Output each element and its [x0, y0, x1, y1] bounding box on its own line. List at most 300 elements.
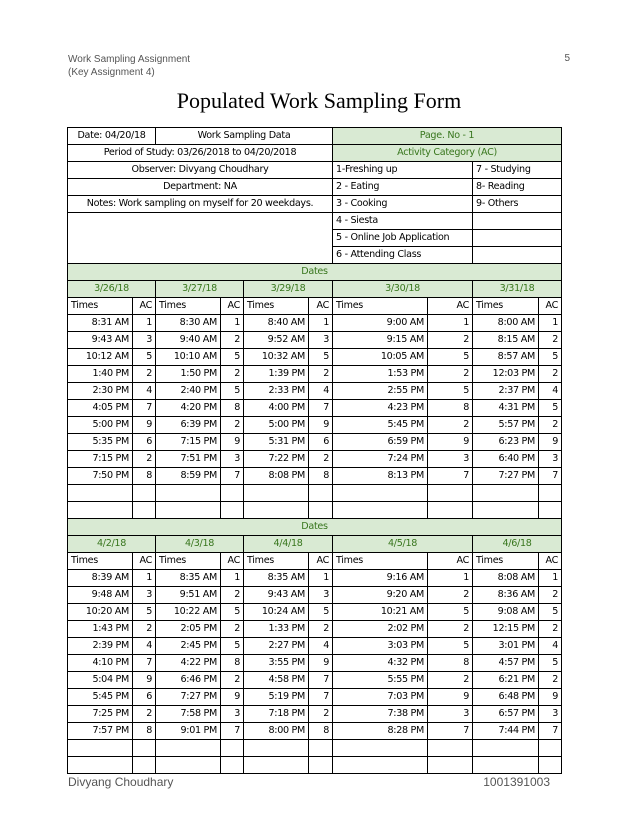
table-row — [68, 332, 562, 349]
empty-cell — [333, 502, 428, 519]
ac-cell: 5 — [309, 604, 333, 621]
time-cell: 8:59 PM — [156, 468, 221, 485]
time-cell: 8:35 AM — [156, 570, 221, 587]
empty-cell — [68, 502, 133, 519]
table-row — [68, 400, 562, 417]
category-cell: 7 - Studying — [473, 162, 562, 179]
time-cell: 5:35 PM — [68, 434, 133, 451]
ac-cell: 7 — [428, 723, 473, 740]
time-cell: 9:43 AM — [68, 332, 133, 349]
ac-header: AC — [133, 553, 156, 570]
ac-cell: 4 — [539, 383, 562, 400]
ac-cell: 5 — [539, 349, 562, 366]
ac-cell: 2 — [133, 366, 156, 383]
blank-row — [68, 757, 562, 774]
ac-cell: 1 — [309, 315, 333, 332]
time-cell: 8:28 PM — [333, 723, 428, 740]
category-cell: 8- Reading — [473, 179, 562, 196]
time-cell: 6:46 PM — [156, 672, 221, 689]
ac-cell: 2 — [539, 587, 562, 604]
empty-cell — [156, 502, 221, 519]
date-cell: Date: 04/20/18 — [68, 128, 156, 145]
time-cell: 2:30 PM — [68, 383, 133, 400]
ac-cell: 2 — [539, 366, 562, 383]
empty-cell — [221, 502, 244, 519]
ac-cell: 5 — [428, 383, 473, 400]
ac-cell: 3 — [428, 706, 473, 723]
ac-cell: 9 — [539, 689, 562, 706]
ac-cell: 1 — [221, 315, 244, 332]
time-cell: 2:02 PM — [333, 621, 428, 638]
ac-cell: 4 — [133, 383, 156, 400]
time-cell: 8:15 AM — [473, 332, 539, 349]
time-cell: 2:27 PM — [244, 638, 309, 655]
ac-cell: 4 — [309, 383, 333, 400]
time-cell: 10:20 AM — [68, 604, 133, 621]
times-header: Times — [473, 553, 539, 570]
ac-cell: 2 — [221, 366, 244, 383]
times-header: Times — [333, 298, 428, 315]
ac-cell: 7 — [133, 400, 156, 417]
empty-cell — [133, 757, 156, 774]
ac-cell: 5 — [133, 349, 156, 366]
info-row — [68, 196, 562, 213]
notes-cell: Notes: Work sampling on myself for 20 weekdays. — [68, 196, 333, 213]
time-cell: 1:40 PM — [68, 366, 133, 383]
ac-header: AC — [539, 298, 562, 315]
ac-cell: 3 — [133, 587, 156, 604]
time-cell: 7:27 PM — [473, 468, 539, 485]
ac-cell: 7 — [133, 655, 156, 672]
ac-cell: 8 — [221, 400, 244, 417]
dates-banner: Dates — [68, 519, 562, 536]
time-cell: 6:39 PM — [156, 417, 221, 434]
ac-cell: 2 — [221, 332, 244, 349]
time-cell: 3:55 PM — [244, 655, 309, 672]
time-cell: 9:40 AM — [156, 332, 221, 349]
time-cell: 7:15 PM — [68, 451, 133, 468]
time-cell: 10:12 AM — [68, 349, 133, 366]
time-cell: 10:24 AM — [244, 604, 309, 621]
info-row — [68, 128, 562, 145]
empty-cell — [333, 740, 428, 757]
ac-header: AC — [428, 553, 473, 570]
empty-cell — [244, 502, 309, 519]
empty-cell — [473, 213, 562, 230]
ac-cell: 9 — [221, 434, 244, 451]
date-header: 4/3/18 — [156, 536, 244, 553]
empty-cell — [133, 740, 156, 757]
ac-cell: 7 — [428, 468, 473, 485]
time-cell: 9:15 AM — [333, 332, 428, 349]
empty-cell — [133, 485, 156, 502]
ac-cell: 8 — [309, 468, 333, 485]
ac-cell: 9 — [428, 434, 473, 451]
time-cell: 10:32 AM — [244, 349, 309, 366]
empty-cell — [473, 502, 539, 519]
ac-header: AC — [309, 553, 333, 570]
ac-cell: 9 — [428, 689, 473, 706]
ac-header: AC — [539, 553, 562, 570]
category-cell: 1-Freshing up — [333, 162, 473, 179]
column-header-row — [68, 298, 562, 315]
header-assignment: Work Sampling Assignment — [68, 54, 191, 65]
empty-cell — [539, 740, 562, 757]
table-row — [68, 468, 562, 485]
ac-cell: 8 — [428, 655, 473, 672]
ac-cell: 9 — [221, 689, 244, 706]
empty-cell — [428, 485, 473, 502]
work-sampling-form — [67, 127, 562, 774]
time-cell: 10:21 AM — [333, 604, 428, 621]
time-cell: 8:08 AM — [473, 570, 539, 587]
ac-cell: 2 — [221, 672, 244, 689]
ac-cell: 5 — [221, 638, 244, 655]
empty-cell — [428, 757, 473, 774]
empty-cell — [68, 740, 133, 757]
table-row — [68, 672, 562, 689]
time-cell: 7:25 PM — [68, 706, 133, 723]
ac-cell: 5 — [221, 349, 244, 366]
ac-cell: 8 — [309, 723, 333, 740]
ac-cell: 9 — [539, 434, 562, 451]
time-cell: 7:27 PM — [156, 689, 221, 706]
empty-cell — [221, 757, 244, 774]
time-cell: 3:03 PM — [333, 638, 428, 655]
time-cell: 10:05 AM — [333, 349, 428, 366]
date-header: 4/6/18 — [473, 536, 562, 553]
time-cell: 5:00 PM — [68, 417, 133, 434]
empty-cell — [428, 740, 473, 757]
ac-cell: 6 — [133, 434, 156, 451]
footer-id: 1001391003 — [483, 775, 550, 789]
table-row — [68, 587, 562, 604]
time-cell: 7:24 PM — [333, 451, 428, 468]
time-cell: 8:08 PM — [244, 468, 309, 485]
ac-cell: 8 — [428, 400, 473, 417]
empty-cell — [244, 757, 309, 774]
blank-notes-area — [68, 213, 333, 264]
info-row — [68, 213, 562, 230]
ac-cell: 2 — [428, 366, 473, 383]
time-cell: 7:22 PM — [244, 451, 309, 468]
time-cell: 4:22 PM — [156, 655, 221, 672]
category-cell: 4 - Siesta — [333, 213, 473, 230]
ac-cell: 2 — [309, 706, 333, 723]
table-row — [68, 706, 562, 723]
ac-cell: 6 — [309, 434, 333, 451]
ac-cell: 7 — [221, 723, 244, 740]
ac-cell: 5 — [309, 349, 333, 366]
time-cell: 2:33 PM — [244, 383, 309, 400]
ac-cell: 1 — [309, 570, 333, 587]
ac-header: AC — [221, 298, 244, 315]
date-header-row — [68, 281, 562, 298]
ac-cell: 7 — [539, 723, 562, 740]
category-cell: 3 - Cooking — [333, 196, 473, 213]
date-header: 3/26/18 — [68, 281, 156, 298]
time-cell: 4:32 PM — [333, 655, 428, 672]
time-cell: 8:57 AM — [473, 349, 539, 366]
time-cell: 7:03 PM — [333, 689, 428, 706]
time-cell: 8:35 AM — [244, 570, 309, 587]
table-row — [68, 689, 562, 706]
times-header: Times — [244, 553, 309, 570]
time-cell: 8:13 PM — [333, 468, 428, 485]
time-cell: 7:18 PM — [244, 706, 309, 723]
ac-cell: 2 — [539, 417, 562, 434]
empty-cell — [156, 757, 221, 774]
info-row — [68, 162, 562, 179]
time-cell: 2:40 PM — [156, 383, 221, 400]
empty-cell — [333, 485, 428, 502]
ac-cell: 3 — [133, 332, 156, 349]
ac-cell: 1 — [539, 315, 562, 332]
blank-row — [68, 740, 562, 757]
ac-header: AC — [221, 553, 244, 570]
department-cell: Department: NA — [68, 179, 333, 196]
data-label-cell: Work Sampling Data — [156, 128, 333, 145]
table-row — [68, 417, 562, 434]
ac-cell: 5 — [428, 604, 473, 621]
ac-cell: 8 — [133, 723, 156, 740]
ac-cell: 2 — [428, 332, 473, 349]
empty-cell — [309, 757, 333, 774]
time-cell: 1:53 PM — [333, 366, 428, 383]
ac-cell: 5 — [539, 604, 562, 621]
time-cell: 8:36 AM — [473, 587, 539, 604]
ac-cell: 5 — [428, 638, 473, 655]
date-header: 4/5/18 — [333, 536, 473, 553]
running-header — [68, 53, 190, 79]
time-cell: 5:45 PM — [68, 689, 133, 706]
ac-cell: 2 — [539, 332, 562, 349]
ac-cell: 3 — [221, 451, 244, 468]
time-cell: 5:19 PM — [244, 689, 309, 706]
empty-cell — [473, 757, 539, 774]
times-header: Times — [244, 298, 309, 315]
time-cell: 2:05 PM — [156, 621, 221, 638]
ac-cell: 1 — [133, 315, 156, 332]
activity-category-cell: Activity Category (AC) — [333, 145, 562, 162]
date-header: 4/2/18 — [68, 536, 156, 553]
times-header: Times — [473, 298, 539, 315]
times-header: Times — [156, 298, 221, 315]
blank-row — [68, 502, 562, 519]
time-cell: 7:50 PM — [68, 468, 133, 485]
time-cell: 5:04 PM — [68, 672, 133, 689]
time-cell: 8:39 AM — [68, 570, 133, 587]
ac-cell: 9 — [133, 672, 156, 689]
table-row — [68, 434, 562, 451]
time-cell: 7:38 PM — [333, 706, 428, 723]
time-cell: 6:23 PM — [473, 434, 539, 451]
ac-cell: 2 — [309, 366, 333, 383]
time-cell: 8:40 AM — [244, 315, 309, 332]
ac-cell: 3 — [309, 587, 333, 604]
category-cell: 5 - Online Job Application — [333, 230, 473, 247]
time-cell: 8:30 AM — [156, 315, 221, 332]
table-row — [68, 638, 562, 655]
time-cell: 2:39 PM — [68, 638, 133, 655]
time-cell: 4:23 PM — [333, 400, 428, 417]
ac-cell: 3 — [539, 706, 562, 723]
header-key: (Key Assignment 4) — [68, 67, 155, 78]
empty-cell — [244, 485, 309, 502]
empty-cell — [539, 502, 562, 519]
ac-cell: 1 — [133, 570, 156, 587]
empty-cell — [473, 247, 562, 264]
time-cell: 1:33 PM — [244, 621, 309, 638]
time-cell: 5:00 PM — [244, 417, 309, 434]
table-row — [68, 604, 562, 621]
ac-cell: 4 — [309, 638, 333, 655]
time-cell: 7:15 PM — [156, 434, 221, 451]
category-cell: 9- Others — [473, 196, 562, 213]
ac-cell: 4 — [539, 638, 562, 655]
table-row — [68, 451, 562, 468]
date-header: 3/27/18 — [156, 281, 244, 298]
time-cell: 9:43 AM — [244, 587, 309, 604]
ac-cell: 2 — [428, 672, 473, 689]
blank-row — [68, 485, 562, 502]
ac-cell: 1 — [428, 570, 473, 587]
times-header: Times — [333, 553, 428, 570]
category-cell: 6 - Attending Class — [333, 247, 473, 264]
time-cell: 8:31 AM — [68, 315, 133, 332]
time-cell: 9:00 AM — [333, 315, 428, 332]
ac-cell: 4 — [133, 638, 156, 655]
ac-header: AC — [133, 298, 156, 315]
empty-cell — [68, 485, 133, 502]
ac-cell: 7 — [309, 689, 333, 706]
time-cell: 6:40 PM — [473, 451, 539, 468]
ac-cell: 2 — [539, 621, 562, 638]
ac-cell: 5 — [539, 400, 562, 417]
ac-cell: 9 — [309, 417, 333, 434]
time-cell: 9:16 AM — [333, 570, 428, 587]
time-cell: 4:05 PM — [68, 400, 133, 417]
times-header: Times — [156, 553, 221, 570]
time-cell: 7:44 PM — [473, 723, 539, 740]
time-cell: 1:43 PM — [68, 621, 133, 638]
table-row — [68, 349, 562, 366]
time-cell: 6:21 PM — [473, 672, 539, 689]
dates-banner-row — [68, 264, 562, 281]
time-cell: 8:00 AM — [473, 315, 539, 332]
ac-cell: 3 — [309, 332, 333, 349]
time-cell: 10:10 AM — [156, 349, 221, 366]
table-row — [68, 570, 562, 587]
time-cell: 2:37 PM — [473, 383, 539, 400]
ac-cell: 5 — [539, 655, 562, 672]
time-cell: 6:59 PM — [333, 434, 428, 451]
time-cell: 6:48 PM — [473, 689, 539, 706]
time-cell: 6:57 PM — [473, 706, 539, 723]
ac-cell: 5 — [133, 604, 156, 621]
empty-cell — [221, 485, 244, 502]
time-cell: 7:51 PM — [156, 451, 221, 468]
time-cell: 4:57 PM — [473, 655, 539, 672]
time-cell: 9:01 PM — [156, 723, 221, 740]
table-row — [68, 655, 562, 672]
times-header: Times — [68, 298, 133, 315]
time-cell: 5:45 PM — [333, 417, 428, 434]
ac-cell: 3 — [428, 451, 473, 468]
ac-cell: 2 — [539, 672, 562, 689]
time-cell: 2:45 PM — [156, 638, 221, 655]
table-row — [68, 723, 562, 740]
time-cell: 4:58 PM — [244, 672, 309, 689]
time-cell: 5:57 PM — [473, 417, 539, 434]
ac-cell: 7 — [221, 468, 244, 485]
time-cell: 3:01 PM — [473, 638, 539, 655]
ac-cell: 7 — [309, 400, 333, 417]
time-cell: 7:58 PM — [156, 706, 221, 723]
table-row — [68, 621, 562, 638]
dates-banner-row — [68, 519, 562, 536]
time-cell: 2:55 PM — [333, 383, 428, 400]
ac-cell: 2 — [221, 417, 244, 434]
ac-cell: 5 — [221, 383, 244, 400]
page-title: Populated Work Sampling Form — [176, 88, 462, 113]
dates-banner: Dates — [68, 264, 562, 281]
category-cell: 2 - Eating — [333, 179, 473, 196]
times-header: Times — [68, 553, 133, 570]
ac-cell: 2 — [133, 621, 156, 638]
ac-header: AC — [309, 298, 333, 315]
time-cell: 5:55 PM — [333, 672, 428, 689]
ac-cell: 2 — [221, 587, 244, 604]
time-cell: 4:00 PM — [244, 400, 309, 417]
column-header-row — [68, 553, 562, 570]
ac-cell: 2 — [428, 587, 473, 604]
ac-cell: 2 — [309, 621, 333, 638]
ac-cell: 3 — [539, 451, 562, 468]
header-page-number: 5 — [564, 53, 570, 64]
time-cell: 4:10 PM — [68, 655, 133, 672]
ac-cell: 2 — [221, 621, 244, 638]
ac-cell: 8 — [221, 655, 244, 672]
date-header: 3/31/18 — [473, 281, 562, 298]
table-row — [68, 383, 562, 400]
footer-name: Divyang Choudhary — [68, 775, 174, 789]
ac-cell: 9 — [133, 417, 156, 434]
empty-cell — [473, 740, 539, 757]
date-header: 3/29/18 — [244, 281, 333, 298]
time-cell: 8:00 PM — [244, 723, 309, 740]
empty-cell — [473, 485, 539, 502]
empty-cell — [133, 502, 156, 519]
empty-cell — [428, 502, 473, 519]
empty-cell — [539, 757, 562, 774]
ac-cell: 5 — [221, 604, 244, 621]
time-cell: 7:57 PM — [68, 723, 133, 740]
ac-cell: 5 — [428, 349, 473, 366]
info-row — [68, 145, 562, 162]
empty-cell — [309, 740, 333, 757]
ac-cell: 9 — [309, 655, 333, 672]
empty-cell — [309, 485, 333, 502]
date-header: 3/30/18 — [333, 281, 473, 298]
time-cell: 9:51 AM — [156, 587, 221, 604]
time-cell: 4:20 PM — [156, 400, 221, 417]
time-cell: 9:08 AM — [473, 604, 539, 621]
empty-cell — [68, 757, 133, 774]
time-cell: 10:22 AM — [156, 604, 221, 621]
time-cell: 9:48 AM — [68, 587, 133, 604]
empty-cell — [309, 502, 333, 519]
